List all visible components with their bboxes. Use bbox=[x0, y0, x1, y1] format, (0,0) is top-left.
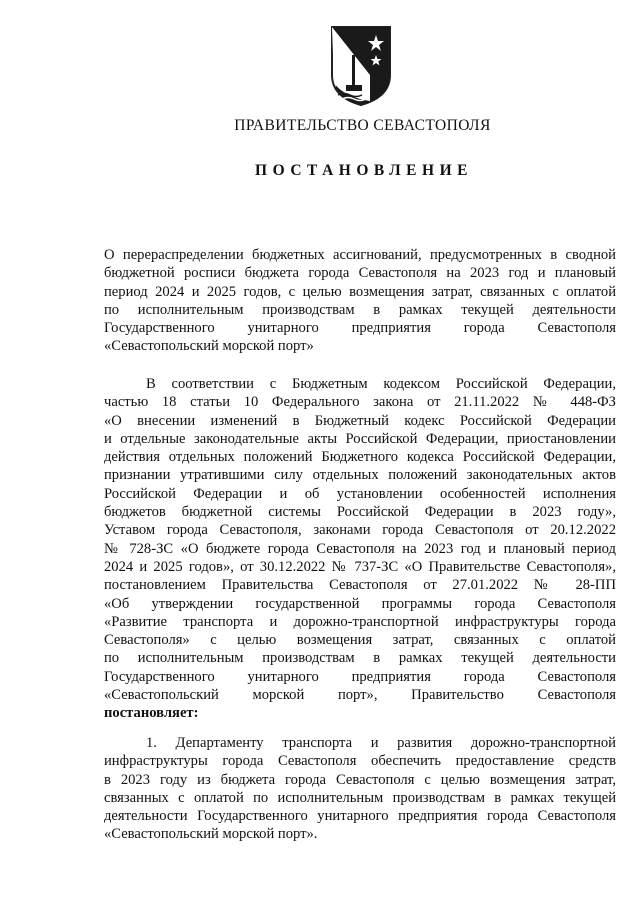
item-line: 1. Департаменту транспорта и развития дорожно-транспортной bbox=[146, 735, 616, 751]
preamble-line: «Об утверждении государственной программы города Севастополя bbox=[104, 595, 616, 612]
preamble-line: постановлением Правительства Севастополя от 27.01.2022 № 28-ПП bbox=[104, 577, 616, 594]
document-subject bbox=[104, 246, 616, 356]
subject-line: по исполнительным производствам в рамках текущей деятельности bbox=[104, 301, 616, 318]
subject-line: О перераспределении бюджетных ассигнований, предусмотренных в сводной bbox=[104, 247, 616, 263]
document-type-heading: ПОСТАНОВЛЕНИЕ bbox=[255, 162, 473, 179]
preamble-line: В соответствии с Бюджетным кодексом Российской Федерации, bbox=[146, 376, 616, 392]
item-line: связанных с оплатой по исполнительным производствам в рамках текущей bbox=[104, 789, 616, 806]
preamble-line: бюджетов бюджетной системы Российской Федерации в 2023 году», bbox=[104, 504, 616, 521]
subject-line: период 2024 и 2025 годов, с целью возмещения затрат, связанных с оплатой bbox=[104, 283, 616, 300]
item-line: в 2023 году из бюджета города Севастополя с целью возмещения затрат, bbox=[104, 771, 616, 788]
preamble-line: Севастополя» с целью возмещения затрат, связанных с оплатой bbox=[104, 632, 616, 649]
preamble-line: Уставом города Севастополя, законами города Севастополя от 20.12.2022 bbox=[104, 522, 616, 539]
item-line: «Севастопольский морской порт». bbox=[104, 826, 318, 843]
preamble-line: «О внесении изменений в Бюджетный кодекс Российской Федерации bbox=[104, 412, 616, 429]
subject-line: Государственного унитарного предприятия города Севастополя bbox=[104, 320, 616, 337]
preamble-line: «Севастопольский морской порт», Правительство Севастополя bbox=[104, 687, 616, 704]
preamble-line: Государственного унитарного предприятия города Севастополя bbox=[104, 668, 616, 685]
preamble-line: № 728-ЗС «О бюджете города Севастополя на 2023 год и плановый период bbox=[104, 540, 616, 557]
item-line: инфраструктуры города Севастополя обеспечить предоставление средств bbox=[104, 753, 616, 770]
subject-line: бюджетной росписи бюджета города Севастополя на 2023 год и плановый bbox=[104, 265, 616, 282]
preamble-line: Российской Федерации и об установлении особенностей исполнения bbox=[104, 485, 616, 502]
preamble-line: частью 18 статьи 10 Федерального закона от 21.11.2022 № 448-ФЗ bbox=[104, 394, 616, 411]
document-preamble bbox=[104, 375, 616, 723]
preamble-line: признании утратившими силу отдельных положений законодательных актов bbox=[104, 467, 616, 484]
resolves-keyword: постановляет: bbox=[104, 705, 199, 722]
preamble-line: и отдельные законодательные акты Российской Федерации, приостановлении bbox=[104, 430, 616, 447]
organization-title: ПРАВИТЕЛЬСТВО СЕВАСТОПОЛЯ bbox=[234, 117, 491, 134]
subject-line: «Севастопольский морской порт» bbox=[104, 338, 314, 355]
preamble-line: 2024 и 2025 годов», от 30.12.2022 № 737-ЗС «О Правительстве Севастополя», bbox=[104, 558, 616, 575]
preamble-line: действия отдельных положений Бюджетного кодекса Российской Федерации, bbox=[104, 449, 616, 466]
document-item-1 bbox=[104, 734, 616, 844]
sevastopol-coat-of-arms-icon bbox=[330, 25, 392, 107]
item-line: деятельности Государственного унитарного предприятия города Севастополя bbox=[104, 808, 616, 825]
preamble-line: «Развитие транспорта и дорожно-транспортной инфраструктуры города bbox=[104, 613, 616, 630]
preamble-line: по исполнительным производствам в рамках текущей деятельности bbox=[104, 650, 616, 667]
